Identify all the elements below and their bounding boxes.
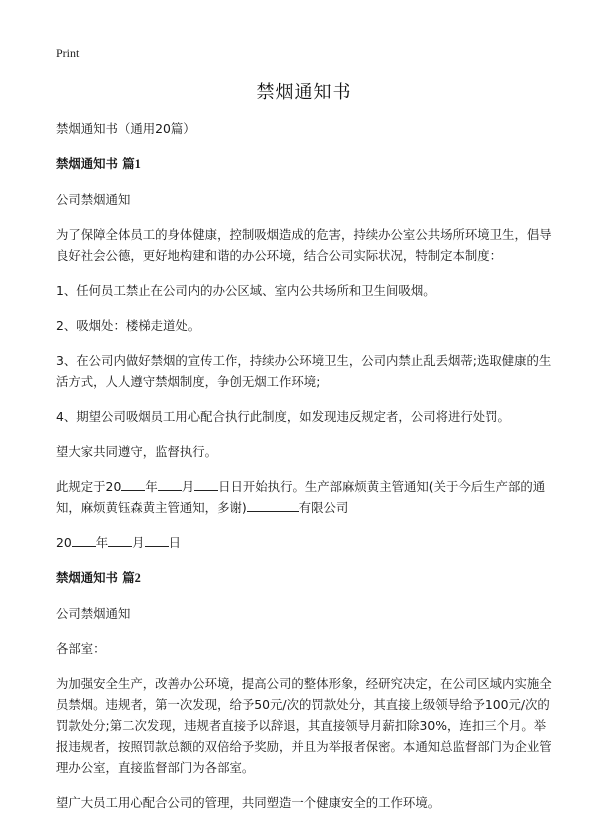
paragraph: 为了保障全体员工的身体健康，控制吸烟造成的危害，持续办公室公共场所环境卫生，倡导良好社会公德，更好地构建和谐的办公环境，结合公司实际状况，特制定本制度： [56,227,552,263]
paragraph: 公司禁烟通知 [56,606,131,621]
text-run: 年 [145,479,158,494]
text-run: 日 [168,535,181,550]
paragraph: 为加强安全生产，改善办公环境，提高公司的整体形象，经研究决定，在公司区域内实施全员禁烟。违规者，第一次发现，给予50元/次的罚款处分，其直接上级领导给予100元/次的罚款处分;第二次发现，违规者直接予以辞退，其直接领导月薪扣除30%，连扣三个月。举报违规者，按照罚款总额的双倍给予奖励，并且为举报者保密。本通知总监督部门为企业管理办公室，直接监督部门为各部室。 [56,676,552,775]
section-heading-2 [56,567,552,589]
document-title: 禁烟通知书 [256,82,352,103]
blank-line [247,499,299,512]
blank-line [108,534,132,547]
paragraph: 3、在公司内做好禁烟的宣传工作，持续办公环境卫生，公司内禁止乱丢烟蒂;选取健康的生活方式，人人遵守禁烟制度，争创无烟工作环境; [56,353,552,389]
text-run: 日日开始执行。生产部麻烦黄主管通知(关于今后生产部的通知，麻烦黄钰森黄主管通知，多谢) [56,479,546,515]
section-heading-number: 1 [134,157,141,171]
text-run: 有限公司 [298,500,349,515]
paragraph: 公司禁烟通知 [56,192,131,207]
paragraph: 望大家共同遵守，监督执行。 [56,444,218,459]
paragraph: 2、吸烟处：楼梯走道处。 [56,318,201,333]
section-heading-number: 2 [134,571,141,585]
text-run: 年 [95,535,109,550]
text-run: 月 [132,535,145,550]
section-heading-text: 禁烟通知书 篇 [56,156,135,171]
document-subtitle: 禁烟通知书（通用20篇） [56,121,196,136]
section-heading-text: 禁烟通知书 篇 [56,570,135,585]
paragraph: 望广大员工用心配合公司的管理，共同塑造一个健康安全的工作环境。 [56,795,441,810]
blank-line [121,478,145,491]
paragraph: 4、期望公司吸烟员工用心配合执行此制度，如发现违反规定者，公司将进行处罚。 [56,409,510,424]
blank-line [72,534,96,547]
blank-line [194,478,218,491]
text-run: 20 [56,535,72,550]
text-run: 此规定于20 [56,479,122,494]
paragraph: 各部室： [56,641,106,656]
section-heading-1 [56,153,552,175]
effective-date-paragraph [56,476,552,518]
blank-line [145,534,169,547]
date-line [56,532,552,553]
blank-line [158,478,182,491]
paragraph: 1、任何员工禁止在公司内的办公区域、室内公共场所和卫生间吸烟。 [56,283,436,298]
print-link[interactable]: Print [56,46,80,60]
text-run: 月 [181,479,195,494]
document-body [56,78,552,827]
